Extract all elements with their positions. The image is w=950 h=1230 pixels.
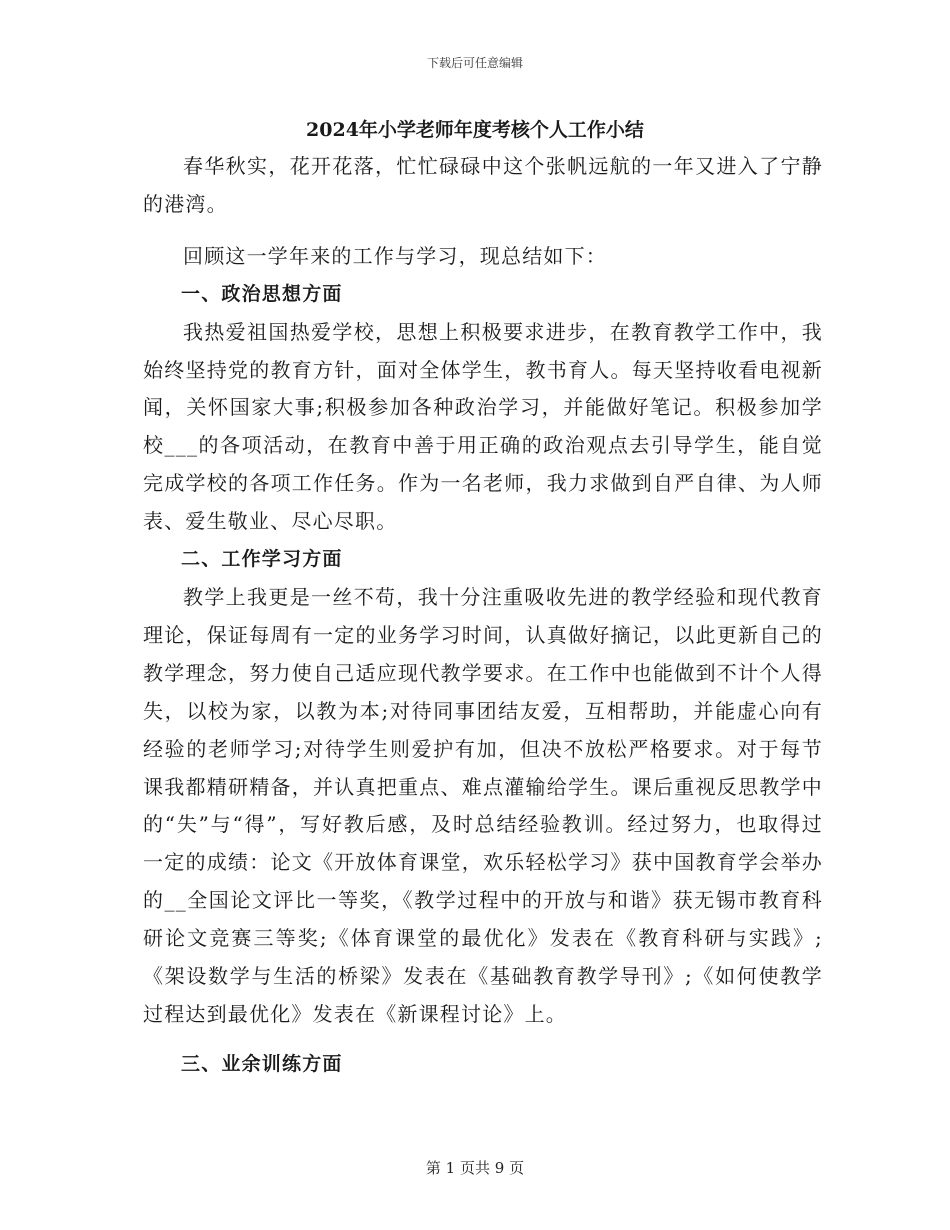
- intro-paragraph: 春华秋实，花开花落，忙忙碌碌中这个张帆远航的一年又进入了宁静的港湾。: [143, 154, 823, 216]
- section-heading-training: 三、业余训练方面: [181, 1052, 343, 1075]
- document-body: [143, 148, 823, 1084]
- page-title: 2024年小学老师年度考核个人工作小结: [306, 119, 644, 141]
- page-header: 下载后可任意编辑: [426, 56, 523, 70]
- page-number: 第 1 页共 9 页: [425, 1159, 525, 1177]
- section-heading-politics: 一、政治思想方面: [181, 282, 343, 305]
- section-paragraph-politics: 我热爱祖国热爱学校，思想上积极要求进步，在教育教学工作中，我始终坚持党的教育方针，面对全体学生，教书育人。每天坚持收看电视新闻，关怀国家大事;积极参加各种政治学习，并能做好笔记。积极参加学校___的各项活动，在教育中善于用正确的政治观点去引导学生，能自觉完成学校的各项工作任务。作为一名老师，我力求做到自严自律、为人师表、爱生敬业、尽心尽职。: [143, 319, 823, 534]
- lead-paragraph: 回顾这一学年来的工作与学习，现总结如下：: [183, 243, 607, 268]
- section-paragraph-work-study: 教学上我更是一丝不苟，我十分注重吸收先进的教学经验和现代教育理论，保证每周有一定的业务学习时间，认真做好摘记，以此更新自己的教学理念，努力使自己适应现代教学要求。在工作中也能做到不计个人得失，以校为家，以教为本;对待同事团结友爱，互相帮助，并能虚心向有经验的老师学习;对待学生则爱护有加，但决不放松严格要求。对于每节课我都精研精备，并认真把重点、难点灌输给学生。课后重视反思教学中的“失”与“得”，写好教后感，及时总结经验教训。经过努力，也取得过一定的成绩：论文《开放体育课堂，欢乐轻松学习》获中国教育学会举办的__全国论文评比一等奖，《教学过程中的开放与和谐》获无锡市教育科研论文竞赛三等奖;《体育课堂的最优化》发表在《教育科研与实践》;《架设数学与生活的桥梁》发表在《基础教育教学导刊》;《如何使教学过程达到最优化》发表在《新课程讨论》上。: [143, 584, 823, 1026]
- section-heading-work-study: 二、工作学习方面: [181, 548, 343, 571]
